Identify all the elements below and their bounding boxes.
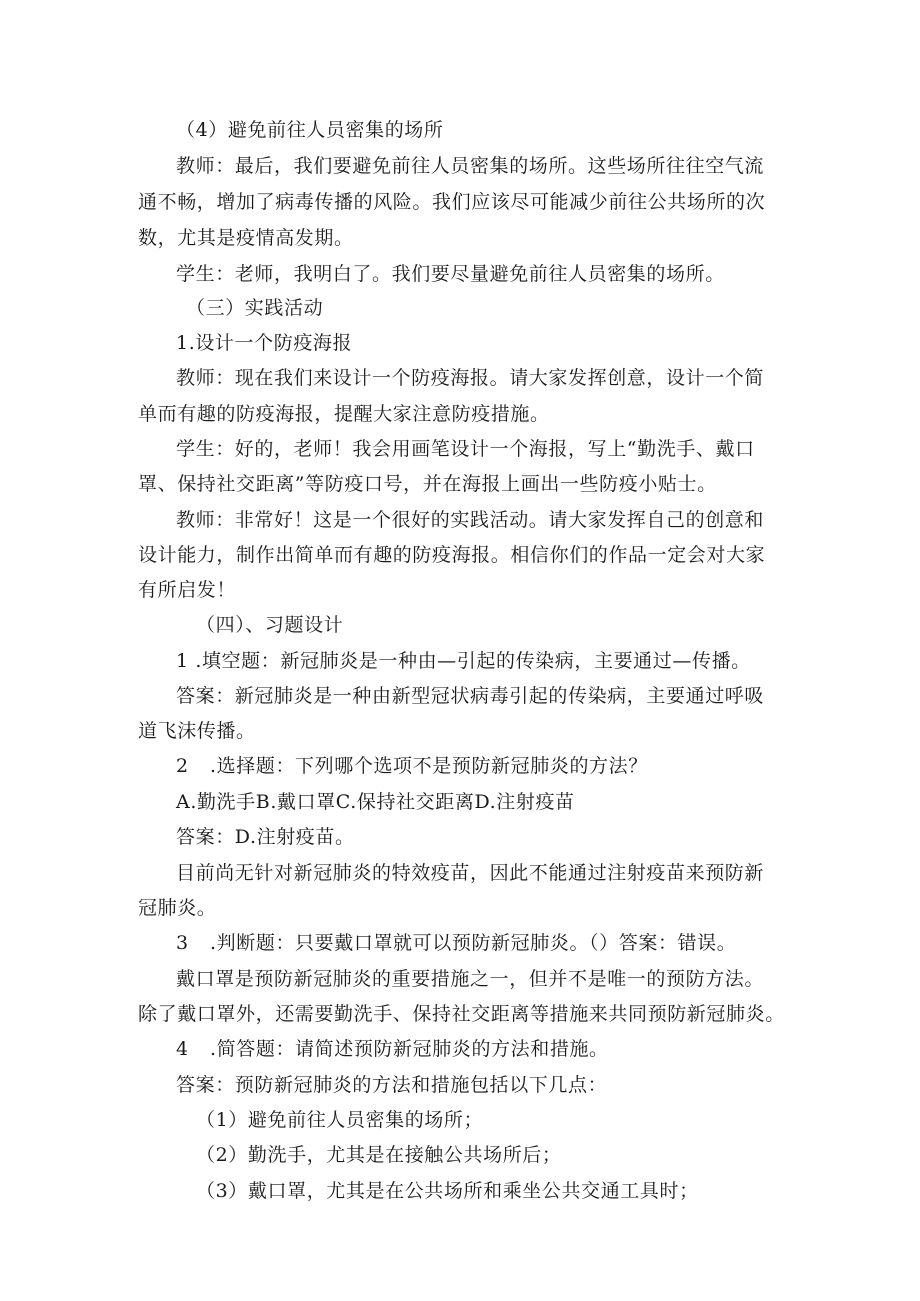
- section-heading-practice: （三）实践活动: [186, 297, 324, 319]
- question-text: .选择题：下列哪个选项不是预防新冠肺炎的方法？: [210, 755, 648, 777]
- question-text: .简答题：请简述预防新冠肺炎的方法和措施。: [210, 1038, 609, 1060]
- paragraph-line: 罩、保持社交距离”等防疫口号，并在海报上画出一些防疫小贴士。: [138, 473, 717, 495]
- choice-options: A.勤洗手B.戴口罩C.保持社交距离D.注射疫苗: [176, 791, 575, 813]
- explanation-line: 冠肺炎。: [138, 897, 217, 919]
- question-short-answer: [176, 1037, 609, 1061]
- list-item: （1）避免前往人员密集的场所；: [196, 1109, 484, 1131]
- question-fill-blank: 1 .填空题：新冠肺炎是一种由—引起的传染病，主要通过—传播。: [176, 650, 751, 672]
- section-heading-exercises: （四）、习题设计: [196, 614, 344, 636]
- question-number: 3: [176, 932, 189, 954]
- list-item: （2）勤洗手，尤其是在接触公共场所后；: [196, 1144, 562, 1166]
- answer-line: 答案：D.注射疫苗。: [176, 826, 355, 848]
- paragraph-line: 教师：现在我们来设计一个防疫海报。请大家发挥创意，设计一个简: [176, 367, 765, 389]
- subheading-poster: 1.设计一个防疫海报: [176, 332, 353, 354]
- question-number: 2: [176, 755, 189, 777]
- question-text: .判断题：只要戴口罩就可以预防新冠肺炎。（）答案：错误。: [210, 932, 737, 954]
- answer-line: 道飞沫传播。: [138, 720, 256, 742]
- paragraph-line: 单而有趣的防疫海报，提醒大家注意防疫措施。: [138, 403, 550, 425]
- subheading-avoid-crowds: （4）避免前往人员密集的场所: [176, 119, 444, 141]
- paragraph-line: 学生：老师，我明白了。我们要尽量避免前往人员密集的场所。: [176, 263, 725, 285]
- paragraph-line: 设计能力，制作出简单而有趣的防疫海报。相信你们的作品一定会对大家: [138, 544, 766, 566]
- list-item: （3）戴口罩，尤其是在公共场所和乘坐公共交通工具时；: [196, 1180, 699, 1202]
- question-true-false: [176, 931, 736, 955]
- question-number: 4: [176, 1038, 189, 1060]
- paragraph-line: 教师：最后，我们要避免前往人员密集的场所。这些场所往往空气流: [176, 155, 765, 177]
- paragraph-line: 学生：好的，老师！我会用画笔设计一个海报，写上“勤洗手、戴口: [176, 438, 755, 460]
- explanation-line: 目前尚无针对新冠肺炎的特效疫苗，因此不能通过注射疫苗来预防新: [176, 862, 765, 884]
- paragraph-line: 通不畅，增加了病毒传播的风险。我们应该尽可能减少前往公共场所的次: [138, 191, 766, 213]
- question-multiple-choice: [176, 754, 648, 778]
- answer-line: 答案：新冠肺炎是一种由新型冠状病毒引起的传染病，主要通过呼吸: [176, 685, 765, 707]
- explanation-line: 除了戴口罩外，还需要勤洗手、保持社交距离等措施来共同预防新冠肺炎。: [138, 1003, 785, 1025]
- paragraph-line: 数，尤其是疫情高发期。: [138, 227, 354, 249]
- answer-line: 答案：预防新冠肺炎的方法和措施包括以下几点：: [176, 1074, 608, 1096]
- paragraph-line: 有所启发！: [138, 579, 237, 601]
- paragraph-line: 教师：非常好！这是一个很好的实践活动。请大家发挥自己的创意和: [176, 509, 765, 531]
- explanation-line: 戴口罩是预防新冠肺炎的重要措施之一，但并不是唯一的预防方法。: [176, 968, 765, 990]
